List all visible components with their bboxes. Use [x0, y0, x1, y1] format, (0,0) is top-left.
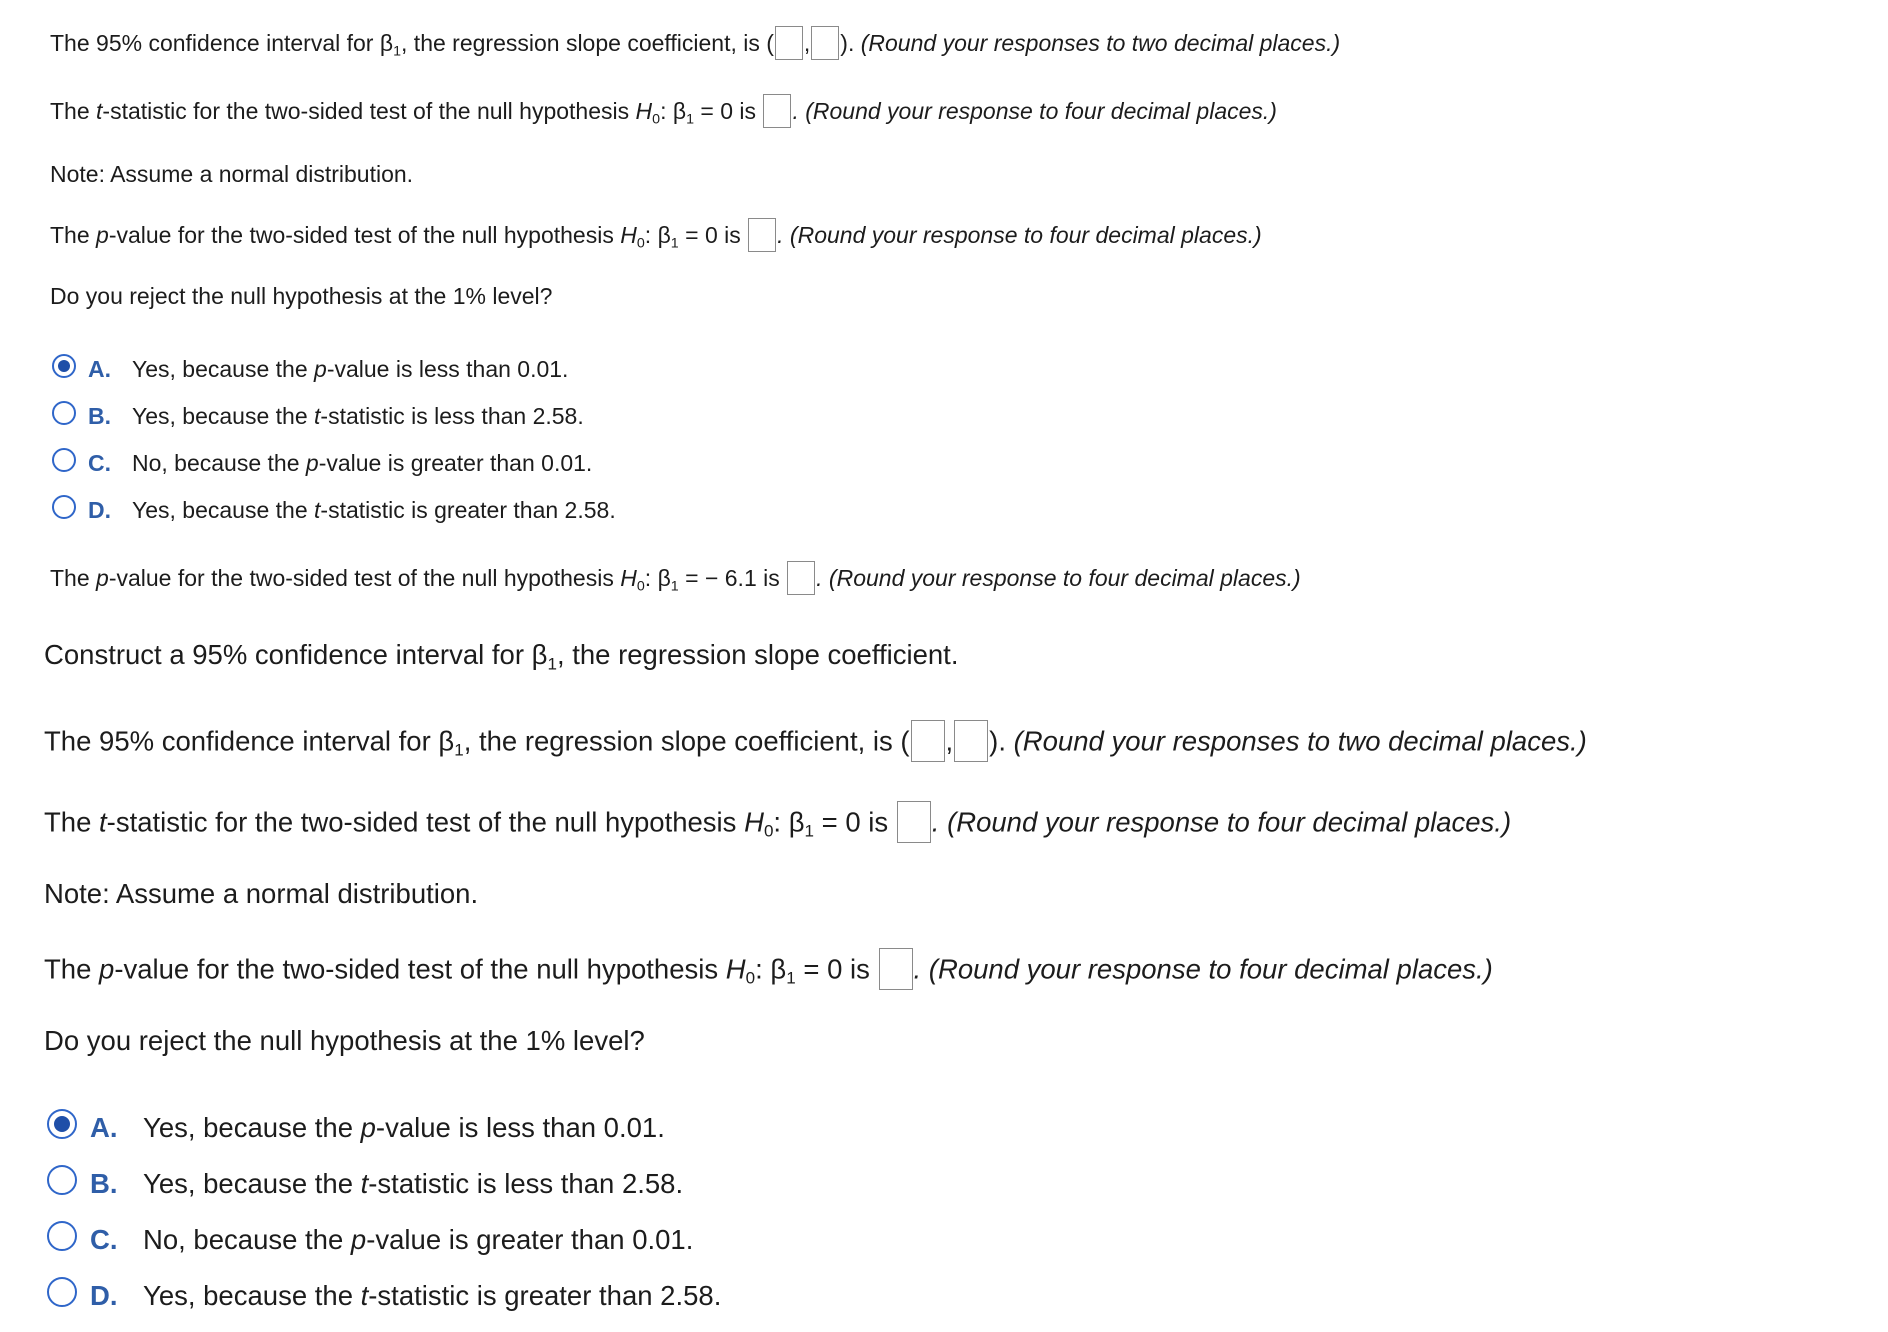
radio-icon[interactable]: [52, 401, 76, 425]
radio-icon[interactable]: [47, 1221, 77, 1251]
radio-icon[interactable]: [47, 1277, 77, 1307]
bottom-pval-line: The p-value for the two-sided test of the null hypothesis $H_0$: $\beta_1 = 0$ is . (Round your response to four decimal places.): [44, 950, 1493, 992]
radio-icon[interactable]: [52, 448, 76, 472]
top-pval-line: The p-value for the two-sided test of the null hypothesis $H_0$: $\beta_1 = 0$ is . (Round your response to four decimal places.): [50, 220, 1262, 254]
bottom-construct-heading: Construct a 95% confidence interval for $\beta_1$, the regression slope coefficient.: [44, 639, 959, 674]
bottom-pval-input[interactable]: [879, 948, 913, 990]
radio-icon[interactable]: [47, 1165, 77, 1195]
top-ci-line: The 95% confidence interval for $\beta_1$, the regression slope coefficient, is ( , ). (Round your responses to two decimal places.): [50, 28, 1340, 62]
top-pval-input[interactable]: [748, 218, 776, 252]
bottom-ci-line: The 95% confidence interval for $\beta_1$, the regression slope coefficient, is ( , ). (Round your responses to two decimal places.): [44, 722, 1587, 764]
bottom-ci-lower-input[interactable]: [911, 720, 945, 762]
top-ci-lower-input[interactable]: [775, 26, 803, 60]
top-tstat-line: The t-statistic for the two-sided test of the null hypothesis $H_0$: $\beta_1 = 0$ is . (Round your response to four decimal places.): [50, 96, 1277, 130]
top-pval2-input[interactable]: [787, 561, 815, 595]
radio-icon[interactable]: [52, 495, 76, 519]
bottom-question: Do you reject the null hypothesis at the 1% level?: [44, 1025, 645, 1056]
bottom-ci-upper-input[interactable]: [954, 720, 988, 762]
bottom-tstat-input[interactable]: [897, 801, 931, 843]
radio-selected-icon[interactable]: [47, 1109, 77, 1139]
top-tstat-input[interactable]: [763, 94, 791, 128]
radio-selected-icon[interactable]: [52, 354, 76, 378]
top-pval2-line: The p-value for the two-sided test of the null hypothesis $H_0$: $\beta_1$ = − 6.1 is . (Round your response to four decimal places.): [50, 563, 1301, 597]
question-page: The 95% confidence interval for $\beta_1$, the regression slope coefficient, is ( , ). (Round your responses to two decimal places.) The t-statistic for the two-sided test of the null hypothesis $H_0$: $\beta_1 = 0$ is . (Round your response to four decimal places.) Note: Assume a normal distribution. The p-value for the two-sided test of the null hypothesis $H_0$: $\beta_1 = 0$ is . (Round your response to four decimal places.) Do you reject the null hypothesis at the 1% level? A. Yes, because the p-value is less than 0.01. B. Yes, because the t-statistic is less than 2.58. C. No, because the p-value is greater than 0.01. D. Yes, because the t-statistic is greater than 2.58. The p-value for the two-sided test of the null hypothesis $H_0$: $\beta_1$ = − 6.1 is . (Round your response to four decimal places.) Construct a 95% confidence interval for $\beta_1$, the regression slope coefficient. The 95% confidence interval for $\beta_1$, the regression slope coefficient, is ( , ). (Round your responses to two decimal places.) The t-statistic for the two-sided test of the null hypothesis $H_0$: $\beta_1 = 0$ is . (Round your response to four decimal places.) Note: Assume a normal distribution. The p-value for the two-sided test of the null hypothesis $H_0$: $\beta_1 = 0$ is . (Round your response to four decimal places.) Do you reject the null hypothesis at the 1% level? A. Yes, because the p-value is less than 0.01. B. Yes, because the t-statistic is less than 2.58. C. No, because the p-value is greater than 0.01. D. Yes, because the t-statistic is greater than 2.58.: [0, 0, 1888, 1332]
top-normal-note: Note: Assume a normal distribution.: [50, 161, 414, 187]
bottom-tstat-line: The t-statistic for the two-sided test of the null hypothesis $H_0$: $\beta_1 = 0$ is . (Round your response to four decimal places.): [44, 803, 1511, 845]
bottom-normal-note: Note: Assume a normal distribution.: [44, 878, 479, 909]
top-question: Do you reject the null hypothesis at the 1% level?: [50, 283, 553, 309]
top-ci-upper-input[interactable]: [811, 26, 839, 60]
